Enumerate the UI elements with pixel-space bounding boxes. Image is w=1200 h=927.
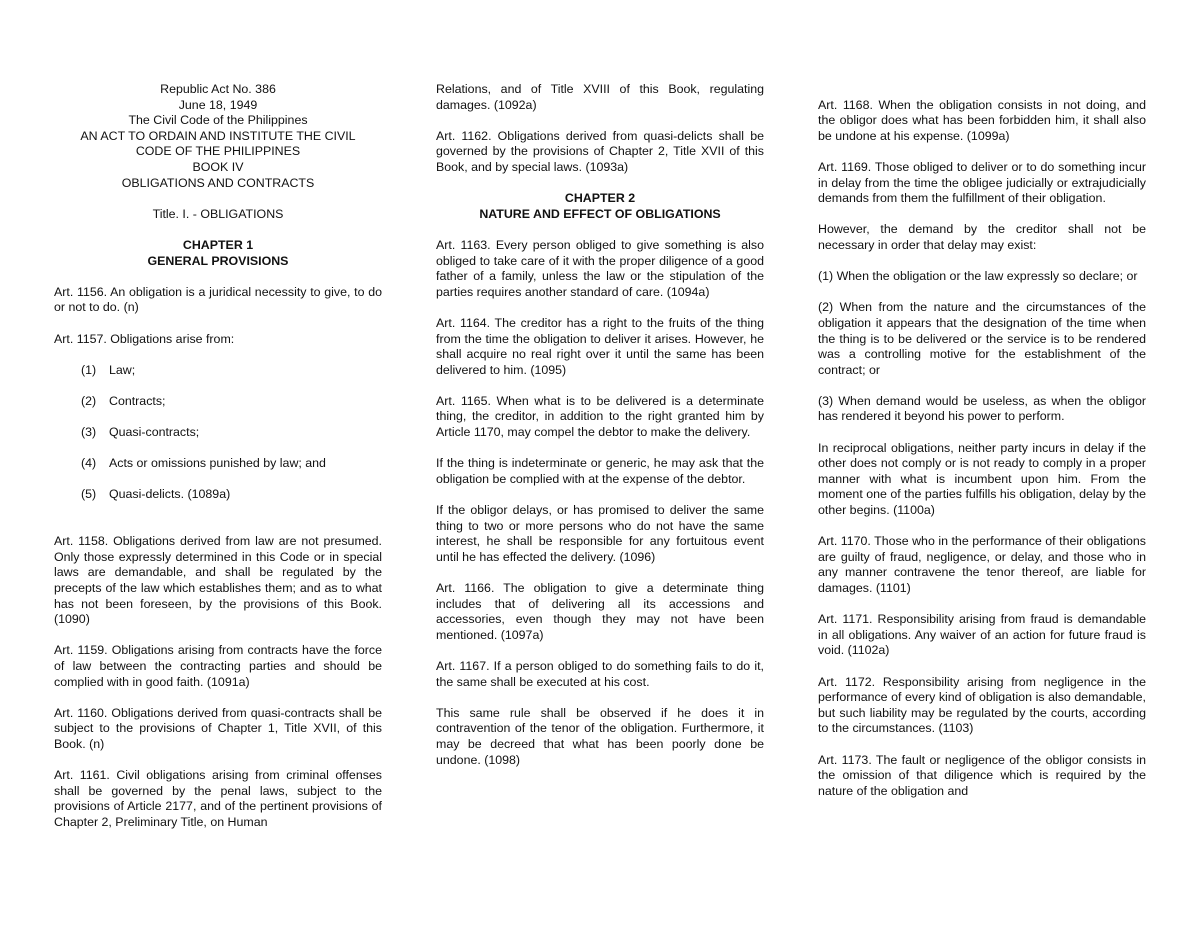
list-item: (4) Acts or omissions punished by law; and: [81, 456, 326, 471]
chapter-1-heading: [54, 238, 382, 269]
article-1157: Art. 1157. Obligations arise from:: [54, 331, 235, 346]
chapter-2-heading: [436, 191, 764, 222]
chapter-name: NATURE AND EFFECT OF OBLIGATIONS: [479, 206, 721, 221]
chapter-number: CHAPTER 2: [564, 191, 636, 206]
list-item: (2) Contracts;: [81, 393, 166, 408]
list-item: (1) Law;: [81, 362, 136, 377]
article-1171: Art. 1171. Responsibility arising from fraud is demandable in all obligations. Any waiver of an action for future fraud is void. (1102a): [818, 612, 1146, 658]
article-1162: Art. 1162. Obligations derived from quasi-delicts shall be governed by the provisions of Chapter 2, Title XVII of this Book, and by special laws. (1093a): [436, 128, 764, 174]
article-1161-continued: Relations, and of Title XVIII of this Book, regulating damages. (1092a): [436, 82, 764, 112]
article-1168: Art. 1168. When the obligation consists in not doing, and the obligor does what has been forbidden him, it shall also be undone at his expense. (1099a): [818, 97, 1146, 143]
column-1: [54, 82, 382, 831]
article-1167-paragraph-2: This same rule shall be observed if he does it in contravention of the tenor of the obligation. Furthermore, it may be decreed that what has been poorly done be undone. (1098): [436, 705, 764, 767]
article-1172: Art. 1172. Responsibility arising from negligence in the performance of every kind of obligation is also demandable, but such liability may be regulated by the courts, according to the circumstances. (1103): [818, 674, 1146, 736]
article-1165-paragraph-2: If the thing is indeterminate or generic, he may ask that the obligation be complied with at the expense of the debtor.: [436, 456, 764, 486]
article-1165-paragraph-3: If the obligor delays, or has promised to deliver the same thing to two or more persons who do not have the same interest, he shall be responsible for any fortuitous event until he has effected the delivery. (1096): [436, 503, 764, 564]
book-subject: OBLIGATIONS AND CONTRACTS: [121, 175, 315, 190]
article-1160: Art. 1160. Obligations derived from quasi-contracts shall be subject to the provisions of Chapter 1, Title XVII, of this Book. (n): [54, 705, 382, 751]
article-1163: Art. 1163. Every person obliged to give something is also obliged to take care of it with the proper diligence of a good father of a family, unless the law or the stipulation of the parties requires another standard of care. (1094a): [436, 237, 764, 299]
article-1169: Art. 1169. Those obliged to deliver or to do something incur in delay from the time the obligee judicially or extrajudicially demands from them the fulfillment of their obligation.: [818, 159, 1146, 206]
article-1170: Art. 1170. Those who in the performance of their obligations are guilty of fraud, negligence, or delay, and those who in any manner contravene the tenor thereof, are liable for damages. (1101): [818, 534, 1146, 595]
chapter-number: CHAPTER 1: [182, 237, 254, 252]
document-header: [54, 82, 382, 238]
article-1159: Art. 1159. Obligations arising from contracts have the force of law between the contracting parties and should be complied with in good faith. (1091a): [54, 643, 382, 689]
article-1169-paragraph-2: However, the demand by the creditor shall not be necessary in order that delay may exist:: [818, 222, 1146, 252]
article-1169-paragraph-3: In reciprocal obligations, neither party incurs in delay if the other does not comply or is not ready to comply in a proper manner with what is incumbent upon him. From the moment one of the parties fulfills his obligation, delay by the other begins. (1100a): [818, 440, 1146, 518]
act-purpose-line-1: AN ACT TO ORDAIN AND INSTITUTE THE CIVIL: [80, 128, 356, 143]
article-1161: Art. 1161. Civil obligations arising from criminal offenses shall be governed by the penal laws, subject to the provisions of Article 2177, and of the pertinent provisions of Chapter 2, Preliminary Title, on Human: [54, 768, 382, 829]
title-heading: Title. I. - OBLIGATIONS: [152, 206, 284, 221]
list-item: (3) Quasi-contracts;: [81, 425, 200, 440]
act-date: June 18, 1949: [178, 97, 258, 112]
article-1173: Art. 1173. The fault or negligence of the obligor consists in the omission of that diligence which is required by the nature of the obligation and: [818, 752, 1146, 798]
article-1165: Art. 1165. When what is to be delivered is a determinate thing, the creditor, in addition to the right granted him by Article 1170, may compel the debtor to make the delivery.: [436, 393, 764, 440]
article-1169-item-1: (1) When the obligation or the law expressly so declare; or: [818, 269, 1138, 284]
list-item: (5) Quasi-delicts. (1089a): [81, 487, 231, 502]
article-1166: Art. 1166. The obligation to give a determinate thing includes that of delivering all its accessions and accessories, even though they may not have been mentioned. (1097a): [436, 581, 764, 642]
obligation-sources-list: [54, 363, 382, 503]
code-title: The Civil Code of the Philippines: [128, 113, 308, 128]
article-1164: Art. 1164. The creditor has a right to the fruits of the thing from the time the obligation to deliver it arises. However, he shall acquire no real right over it until the same has been delivered to him. (1095): [436, 315, 764, 377]
article-1167: Art. 1167. If a person obliged to do something fails to do it, the same shall be executed at his cost.: [436, 658, 764, 689]
book-number: BOOK IV: [192, 159, 244, 174]
act-number: Republic Act No. 386: [160, 82, 276, 96]
chapter-name: GENERAL PROVISIONS: [147, 253, 289, 268]
article-1169-item-3: (3) When demand would be useless, as when the obligor has rendered it beyond his power to perform.: [818, 393, 1146, 424]
column-3: [818, 82, 1146, 799]
act-purpose-line-2: CODE OF THE PHILIPPINES: [135, 144, 301, 159]
article-1169-item-2: (2) When from the nature and the circumstances of the obligation it appears that the designation of the time when the thing is to be delivered or the service is to be rendered was a controlling motive for the establishment of the contract; or: [818, 300, 1146, 377]
column-2: [436, 82, 764, 768]
article-1158: Art. 1158. Obligations derived from law are not presumed. Only those expressly determined in this Code or in special laws are demandable, and shall be regulated by the precepts of the law which establishes them; and as to what has not been foreseen, by the provisions of this Book. (1090): [54, 534, 382, 627]
article-1156: Art. 1156. An obligation is a juridical necessity to give, to do or not to do. (n): [54, 284, 382, 315]
